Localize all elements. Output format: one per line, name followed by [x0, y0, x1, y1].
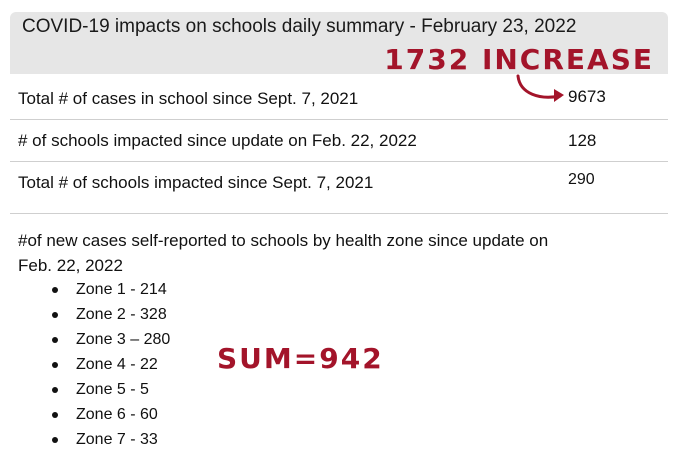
zone-5-text: Zone 5 - 5 [76, 381, 149, 398]
bullet-icon [52, 337, 58, 343]
schools-impacted-total-value: 290 [568, 171, 595, 188]
sum-annotation: SUM=942 [217, 342, 384, 375]
zone-7-text: Zone 7 - 33 [76, 431, 158, 448]
bullet-icon [52, 287, 58, 293]
table-row [10, 77, 668, 120]
bullet-icon [52, 362, 58, 368]
list-item [52, 427, 170, 452]
bullet-icon [52, 412, 58, 418]
bullet-icon [52, 387, 58, 393]
page-title: COVID-19 impacts on schools daily summary - February 23, 2022 [22, 16, 577, 37]
zone-4-text: Zone 4 - 22 [76, 356, 158, 373]
cases-total-label: Total # of cases in school since Sept. 7, 2021 [18, 89, 359, 108]
list-item [52, 352, 170, 377]
list-item [52, 402, 170, 427]
zone-2-text: Zone 2 - 328 [76, 306, 167, 323]
zone-3-text: Zone 3 – 280 [76, 331, 171, 348]
list-item [52, 327, 170, 352]
table-row [10, 161, 668, 214]
bullet-icon [52, 312, 58, 318]
list-item [52, 277, 170, 302]
schools-impacted-total-label: Total # of schools impacted since Sept. 7, 2021 [18, 173, 374, 192]
zones-heading: #of new cases self-reported to schools by health zone since update on Feb. 22, 2022 [18, 231, 549, 275]
schools-impacted-update-label: # of schools impacted since update on Feb. 22, 2022 [18, 131, 417, 150]
bullet-icon [52, 437, 58, 443]
zone-list [52, 277, 170, 452]
schools-impacted-update-value: 128 [568, 131, 597, 150]
cases-total-value: 9673 [568, 87, 606, 106]
list-item [52, 302, 170, 327]
zone-6-text: Zone 6 - 60 [76, 406, 158, 423]
zone-1-text: Zone 1 - 214 [76, 281, 167, 298]
table-row [10, 119, 668, 162]
increase-annotation: 1732 INCREASE [384, 43, 654, 76]
list-item [52, 377, 170, 402]
